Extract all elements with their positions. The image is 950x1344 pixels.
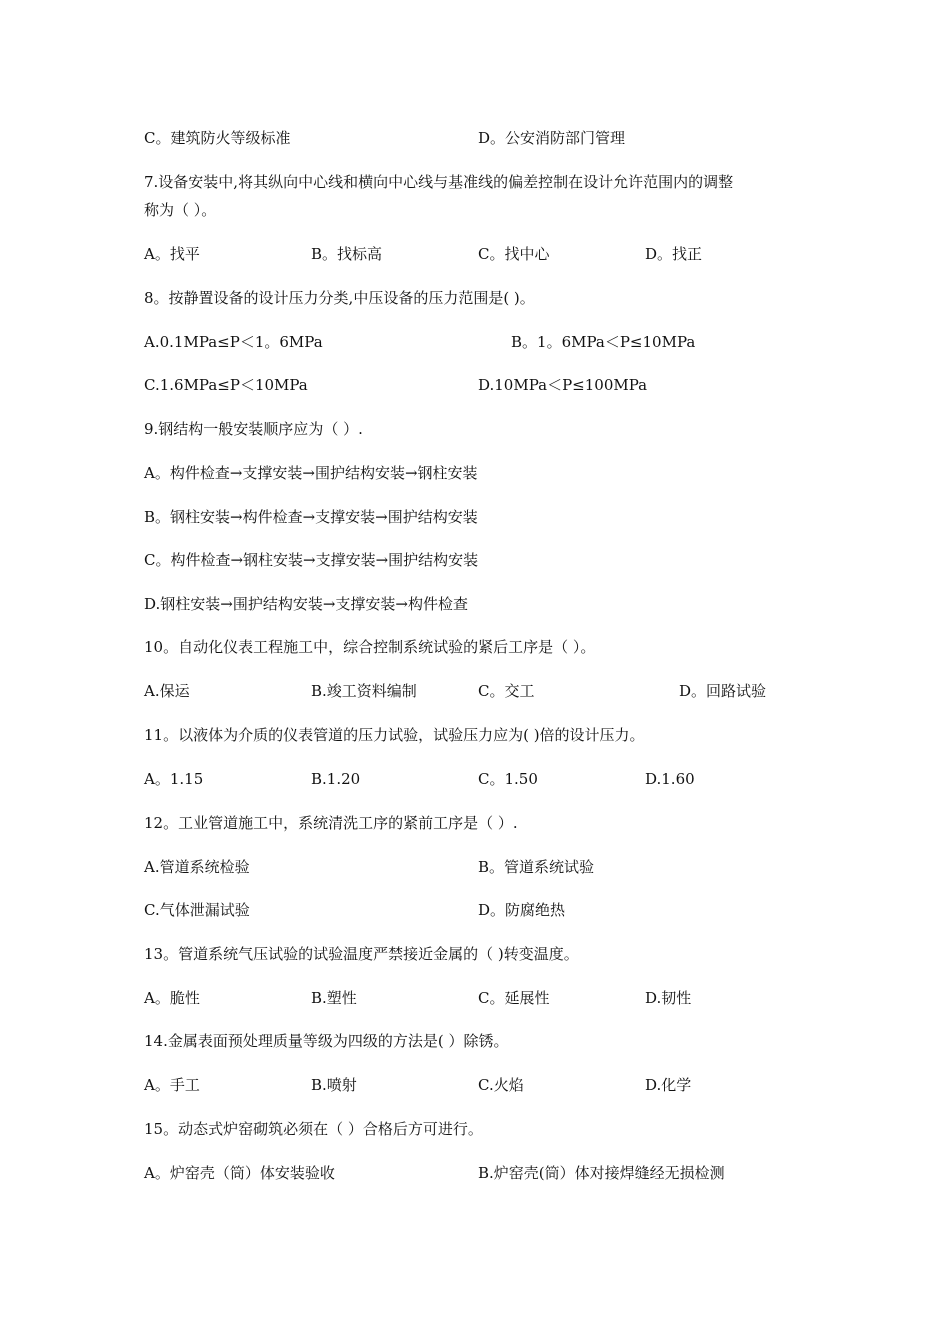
q13-option-d: D.韧性 — [645, 989, 692, 1007]
q15-stem: 15。动态式炉窑砌筑必须在（ ）合格后方可进行。 — [144, 1120, 483, 1138]
q8-option-a: A.0.1MPa≤P＜1。6MPa — [144, 333, 323, 351]
q14-stem: 14.金属表面预处理质量等级为四级的方法是( ）除锈。 — [144, 1032, 509, 1050]
q14-option-d: D.化学 — [645, 1076, 692, 1094]
q11-stem: 11。以液体为介质的仪表管道的压力试验，试验压力应为( )倍的设计压力。 — [144, 726, 645, 744]
q6-option-c: C。建筑防火等级标准 — [144, 129, 291, 147]
q9-option-c: C。构件检查→钢柱安装→支撑安装→围护结构安装 — [144, 551, 479, 569]
q11-option-b: B.1.20 — [311, 770, 361, 788]
q12-option-b: B。管道系统试验 — [478, 858, 595, 876]
q10-option-c: C。交工 — [478, 682, 535, 700]
q12-option-a: A.管道系统检验 — [144, 858, 250, 876]
q12-stem: 12。工业管道施工中，系统清洗工序的紧前工序是（ ）. — [144, 814, 518, 832]
q8-option-c: C.1.6MPa≤P＜10MPa — [144, 376, 308, 394]
q15-option-b: B.炉窑壳(筒）体对接焊缝经无损检测 — [478, 1164, 725, 1182]
q10-option-a: A.保运 — [144, 682, 190, 700]
q14-option-c: C.火焰 — [478, 1076, 524, 1094]
q7-stem-line2: 称为（ ）。 — [144, 201, 217, 219]
q13-option-a: A。脆性 — [144, 989, 200, 1007]
q9-option-a: A。构件检查→支撑安装→围护结构安装→钢柱安装 — [144, 464, 478, 482]
q7-option-d: D。找正 — [645, 245, 703, 263]
q11-option-c: C。1.50 — [478, 770, 538, 788]
q12-option-d: D。防腐绝热 — [478, 901, 566, 919]
q11-option-d: D.1.60 — [645, 770, 695, 788]
q7-stem-line1: 7.设备安装中,将其纵向中心线和横向中心线与基准线的偏差控制在设计允许范围内的调整 — [144, 173, 734, 191]
q12-option-c: C.气体泄漏试验 — [144, 901, 250, 919]
q11-option-a: A。1.15 — [144, 770, 204, 788]
q13-option-b: B.塑性 — [311, 989, 357, 1007]
q13-option-c: C。延展性 — [478, 989, 550, 1007]
q9-option-b: B。钢柱安装→构件检查→支撑安装→围护结构安装 — [144, 508, 478, 526]
q6-option-d: D。公安消防部门管理 — [478, 129, 626, 147]
q9-option-d: D.钢柱安装→围护结构安装→支撑安装→构件检查 — [144, 595, 468, 613]
q7-option-c: C。找中心 — [478, 245, 550, 263]
q8-option-d: D.10MPa＜P≤100MPa — [478, 376, 648, 394]
q9-stem: 9.钢结构一般安装顺序应为（ ）. — [144, 420, 363, 438]
q14-option-a: A。手工 — [144, 1076, 200, 1094]
q8-option-b: B。1。6MPa＜P≤10MPa — [511, 333, 696, 351]
q10-option-b: B.竣工资料编制 — [311, 682, 417, 700]
q10-option-d: D。回路试验 — [679, 682, 767, 700]
q15-option-a: A。炉窑壳（筒）体安装验收 — [144, 1164, 335, 1182]
q7-option-a: A。找平 — [144, 245, 200, 263]
q13-stem: 13。管道系统气压试验的试验温度严禁接近金属的（ )转变温度。 — [144, 945, 579, 963]
q7-option-b: B。找标高 — [311, 245, 383, 263]
q10-stem: 10。自动化仪表工程施工中，综合控制系统试验的紧后工序是（ ）。 — [144, 638, 596, 656]
q14-option-b: B.喷射 — [311, 1076, 357, 1094]
q8-stem: 8。按静置设备的设计压力分类,中压设备的压力范围是( )。 — [144, 289, 535, 307]
